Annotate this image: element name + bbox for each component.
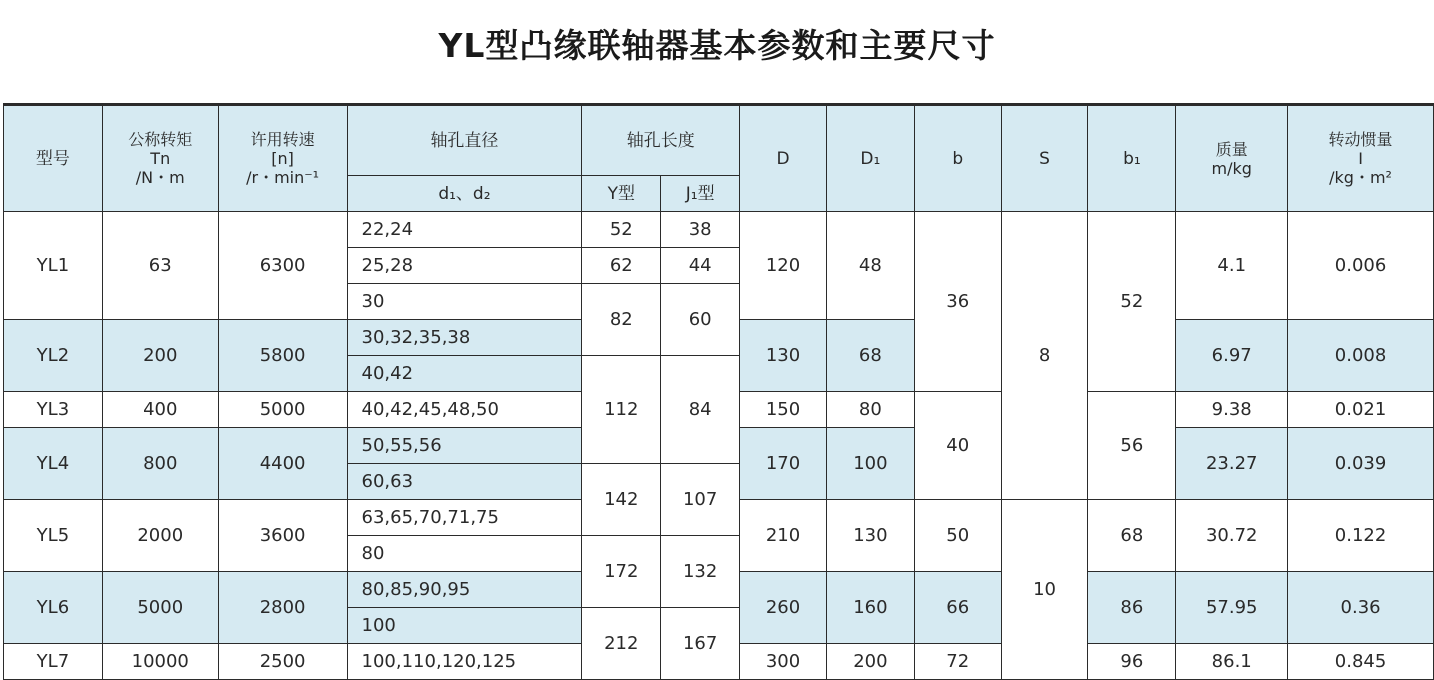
cell-j1: 132 [661, 536, 740, 608]
cell-j1: 38 [661, 212, 740, 248]
header-b1: b₁ [1088, 105, 1176, 212]
page-title: YL型凸缘联轴器基本参数和主要尺寸 [438, 26, 996, 65]
cell-model: YL5 [4, 500, 103, 572]
cell-D: 210 [740, 500, 827, 572]
cell-speed: 5800 [218, 320, 347, 392]
header-torque: 公称转矩 Tn /N・m [102, 105, 218, 212]
cell-bore-diameter: 22,24 [347, 212, 582, 248]
cell-bore-diameter: 40,42 [347, 356, 582, 392]
cell-y: 112 [582, 356, 661, 464]
cell-model: YL2 [4, 320, 103, 392]
cell-S: 8 [1001, 212, 1088, 500]
cell-bore-diameter: 25,28 [347, 248, 582, 284]
cell-j1: 84 [661, 356, 740, 464]
cell-mass: 23.27 [1176, 428, 1288, 500]
cell-torque: 2000 [102, 500, 218, 572]
cell-bore-diameter: 100,110,120,125 [347, 644, 582, 680]
cell-mass: 6.97 [1176, 320, 1288, 392]
cell-b1: 56 [1088, 392, 1176, 500]
cell-y: 52 [582, 212, 661, 248]
cell-b1: 96 [1088, 644, 1176, 680]
header-model: 型号 [4, 105, 103, 212]
cell-mass: 57.95 [1176, 572, 1288, 644]
table-row [4, 212, 1434, 248]
cell-model: YL7 [4, 644, 103, 680]
cell-speed: 2500 [218, 644, 347, 680]
cell-mass: 86.1 [1176, 644, 1288, 680]
header-bore-diameter-sub: d₁、d₂ [347, 176, 582, 212]
cell-D1: 160 [826, 572, 914, 644]
cell-j1: 60 [661, 284, 740, 356]
cell-bore-diameter: 30,32,35,38 [347, 320, 582, 356]
cell-y: 62 [582, 248, 661, 284]
cell-speed: 2800 [218, 572, 347, 644]
cell-b: 66 [914, 572, 1001, 644]
cell-D1: 80 [826, 392, 914, 428]
header-mass: 质量 m/kg [1176, 105, 1288, 212]
header-inertia: 转动惯量 I /kg・m² [1288, 105, 1434, 212]
cell-inertia: 0.845 [1288, 644, 1434, 680]
cell-j1: 44 [661, 248, 740, 284]
cell-torque: 10000 [102, 644, 218, 680]
cell-D: 260 [740, 572, 827, 644]
cell-b: 50 [914, 500, 1001, 572]
cell-y: 172 [582, 536, 661, 608]
cell-D1: 48 [826, 212, 914, 320]
cell-inertia: 0.039 [1288, 428, 1434, 500]
cell-b: 40 [914, 392, 1001, 500]
header-S: S [1001, 105, 1088, 212]
cell-model: YL4 [4, 428, 103, 500]
cell-inertia: 0.021 [1288, 392, 1434, 428]
header-speed: 许用转速 [n] /r・min⁻¹ [218, 105, 347, 212]
cell-speed: 3600 [218, 500, 347, 572]
cell-model: YL1 [4, 212, 103, 320]
cell-D: 300 [740, 644, 827, 680]
cell-y: 82 [582, 284, 661, 356]
cell-D: 120 [740, 212, 827, 320]
cell-b1: 52 [1088, 212, 1176, 392]
cell-model: YL6 [4, 572, 103, 644]
cell-inertia: 0.008 [1288, 320, 1434, 392]
cell-bore-diameter: 63,65,70,71,75 [347, 500, 582, 536]
cell-inertia: 0.36 [1288, 572, 1434, 644]
cell-D: 170 [740, 428, 827, 500]
cell-j1: 167 [661, 608, 740, 680]
header-b: b [914, 105, 1001, 212]
cell-y: 212 [582, 608, 661, 680]
cell-torque: 63 [102, 212, 218, 320]
header-D1: D₁ [826, 105, 914, 212]
cell-b: 72 [914, 644, 1001, 680]
cell-model: YL3 [4, 392, 103, 428]
cell-D1: 200 [826, 644, 914, 680]
cell-D: 130 [740, 320, 827, 392]
cell-torque: 400 [102, 392, 218, 428]
cell-bore-diameter: 80 [347, 536, 582, 572]
cell-S: 10 [1001, 500, 1088, 680]
cell-torque: 200 [102, 320, 218, 392]
cell-inertia: 0.122 [1288, 500, 1434, 572]
cell-b: 36 [914, 212, 1001, 392]
cell-speed: 6300 [218, 212, 347, 320]
cell-D: 150 [740, 392, 827, 428]
cell-bore-diameter: 100 [347, 608, 582, 644]
cell-b1: 68 [1088, 500, 1176, 572]
cell-D1: 100 [826, 428, 914, 500]
cell-mass: 9.38 [1176, 392, 1288, 428]
cell-D1: 130 [826, 500, 914, 572]
cell-b1: 86 [1088, 572, 1176, 644]
header-bore-length: 轴孔长度 [582, 105, 740, 176]
cell-bore-diameter: 30 [347, 284, 582, 320]
header-bore-diameter: 轴孔直径 [347, 105, 582, 176]
cell-bore-diameter: 80,85,90,95 [347, 572, 582, 608]
cell-bore-diameter: 60,63 [347, 464, 582, 500]
cell-D1: 68 [826, 320, 914, 392]
cell-mass: 4.1 [1176, 212, 1288, 320]
coupling-parameters-table [3, 103, 1434, 680]
cell-torque: 800 [102, 428, 218, 500]
cell-torque: 5000 [102, 572, 218, 644]
header-bore-length-j1: J₁型 [661, 176, 740, 212]
header-D: D [740, 105, 827, 212]
cell-mass: 30.72 [1176, 500, 1288, 572]
cell-y: 142 [582, 464, 661, 536]
cell-speed: 5000 [218, 392, 347, 428]
cell-speed: 4400 [218, 428, 347, 500]
cell-inertia: 0.006 [1288, 212, 1434, 320]
cell-bore-diameter: 50,55,56 [347, 428, 582, 464]
header-bore-length-y: Y型 [582, 176, 661, 212]
cell-j1: 107 [661, 464, 740, 536]
cell-bore-diameter: 40,42,45,48,50 [347, 392, 582, 428]
